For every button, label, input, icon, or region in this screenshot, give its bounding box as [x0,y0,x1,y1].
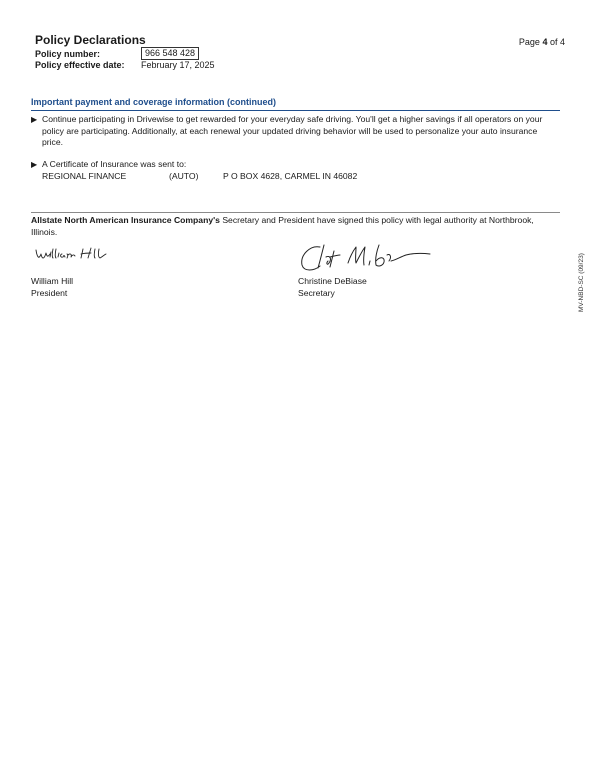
page-current: 4 [542,37,548,47]
certificate-text: A Certificate of Insurance was sent to: [42,159,187,169]
policy-number-value: 966 548 428 [141,47,199,60]
policy-effective-date-value: February 17, 2025 [141,60,215,70]
certificate-bullet [31,159,560,171]
secretary-name: Christine DeBiase [298,276,367,286]
form-code-text: MV-NBD-SC (09/23) [578,253,585,312]
triangle-bullet-icon: ▶ [31,115,38,124]
triangle-bullet-icon: ▶ [31,160,38,169]
page-total: of 4 [549,37,565,47]
page-word: Page [518,37,540,47]
president-name: William Hill [31,276,74,286]
policy-effective-date-row [35,60,215,70]
policy-effective-date-label: Policy effective date: [35,60,125,70]
secretary-title: Secretary [298,288,335,298]
authority-statement [31,214,560,238]
company-name: Allstate North American Insurance Company's [31,215,220,225]
document-title: Policy Declarations [35,33,146,47]
section-heading: Important payment and coverage information (continued) [31,97,277,107]
president-title: President [31,288,68,298]
president-signature [34,245,110,267]
policy-number-row [35,47,199,60]
section-divider [31,110,560,111]
page-indicator [519,37,565,47]
policy-number-label: Policy number: [35,48,101,59]
signature-divider [31,212,560,213]
form-code [578,252,585,312]
drivewise-text: Continue participating in Drivewise to get rewarded for your everyday safe driving. You'll get a higher savings if all operators on your policy are participating. Additionally, at each renewal your updated driving behavior will be used to personalize your auto insurance price. [42,114,543,147]
authority-text: Secretary and President have signed this policy with legal authority at Northbrook, Illinois. [31,215,534,237]
certificate-address: P O BOX 4628, CARMEL IN 46082 [223,171,358,181]
certificate-recipient: REGIONAL FINANCE [42,171,127,181]
drivewise-bullet [31,114,560,149]
secretary-signature [296,241,436,275]
certificate-type: (AUTO) [169,171,199,181]
